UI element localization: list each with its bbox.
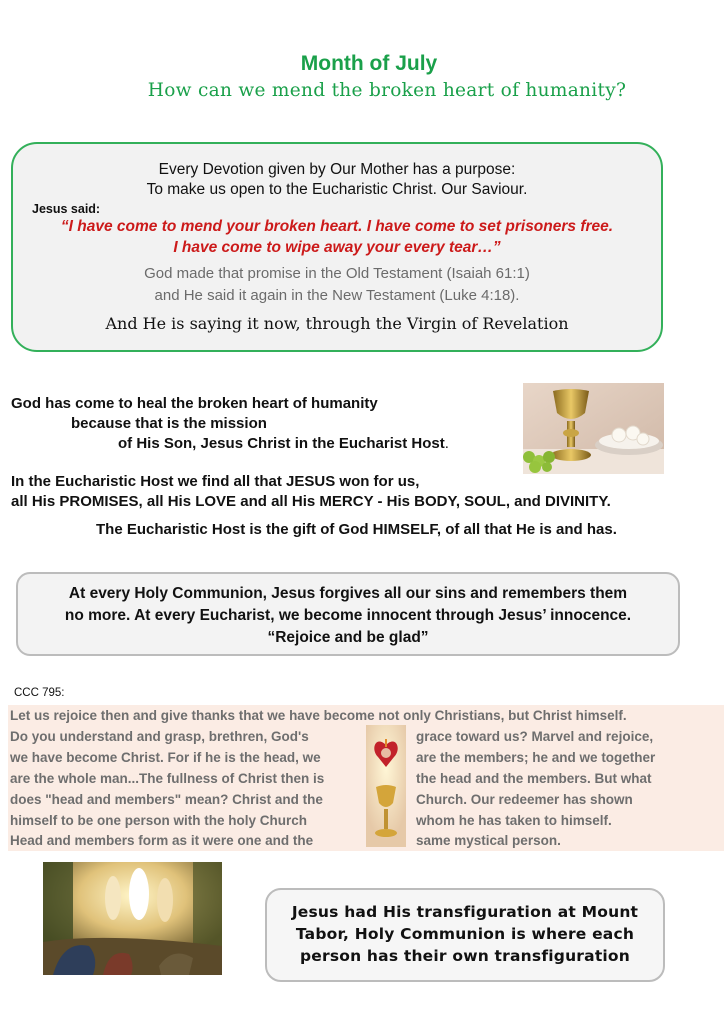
jesus-quote-1: “I have come to mend your broken heart. I have come to set prisoners free.: [60, 218, 614, 235]
devotion-box: [11, 142, 663, 352]
ccc-right-line-4: Church. Our redeemer has shown: [416, 792, 633, 807]
chalice-host-illustration: [523, 383, 664, 474]
host-line-2: all His PROMISES, all His LOVE and all His MERCY - His BODY, SOUL, and DIVINITY.: [11, 493, 611, 510]
page-title: Month of July: [300, 52, 438, 75]
sacred-heart-illustration: [366, 725, 406, 847]
transfiguration-line-3: person has their own transfiguration: [299, 947, 631, 965]
ccc-left-line-4: does "head and members" mean? Christ and the: [10, 792, 323, 807]
ccc-left-line-5: himself to be one person with the holy Church: [10, 813, 308, 828]
heal-line-3-text: of His Son, Jesus Christ in the Eucharist Host: [118, 435, 445, 452]
transfiguration-line-2: Tabor, Holy Communion is where each: [295, 925, 635, 943]
ccc-right-line-1: grace toward us? Marvel and rejoice,: [416, 729, 654, 744]
communion-line-3: “Rejoice and be glad”: [267, 629, 429, 646]
heal-line-2: because that is the mission: [71, 415, 267, 432]
ccc-right-line-6: same mystical person.: [416, 833, 561, 848]
promise-line-1: God made that promise in the Old Testament (Isaiah 61:1): [144, 265, 530, 282]
jesus-said-label: Jesus said:: [32, 202, 101, 216]
transfiguration-illustration: [43, 862, 222, 975]
transfiguration-box: [265, 888, 665, 982]
ccc-right-line-3: the head and the members. But what: [416, 771, 652, 786]
communion-line-2: no more. At every Eucharist, we become innocent through Jesus’ innocence.: [64, 607, 632, 624]
saying-now-line: And He is saying it now, through the Virgin of Revelation: [105, 314, 569, 333]
heal-line-3: [118, 435, 449, 452]
transfiguration-image: [43, 862, 222, 975]
ccc-left-line-6: Head and members form as it were one and the: [10, 833, 314, 848]
ccc-right-line-2: are the members; he and we together: [416, 750, 656, 765]
ccc-left-line-2: we have become Christ. For if he is the head, we: [10, 750, 321, 765]
heal-line-3-period: .: [444, 435, 449, 452]
ccc-right-line-5: whom he has taken to himself.: [416, 813, 612, 828]
host-line-1: In the Eucharistic Host we find all that JESUS won for us,: [11, 473, 420, 490]
ccc-left-line-3: are the whole man...The fullness of Christ then is: [10, 771, 325, 786]
transfiguration-line-1: Jesus had His transfiguration at Mount: [291, 903, 639, 921]
ccc-left-line-1: Do you understand and grasp, brethren, God's: [10, 729, 309, 744]
promise-line-2: and He said it again in the New Testament (Luke 4:18).: [154, 287, 520, 304]
jesus-quote-2: I have come to wipe away your every tear…”: [173, 239, 501, 256]
devotion-line-1: Every Devotion given by Our Mother has a purpose:: [158, 161, 516, 178]
chalice-host-image: [523, 383, 664, 474]
sacred-heart-chalice-image: [366, 725, 406, 847]
heal-line-1: God has come to heal the broken heart of humanity: [11, 395, 378, 412]
ccc-top-line: Let us rejoice then and give thanks that we have become not only Christians, but Christ himself.: [10, 708, 627, 723]
communion-box: [16, 572, 680, 656]
devotion-line-2: To make us open to the Eucharistic Christ. Our Saviour.: [146, 181, 528, 198]
communion-line-1: At every Holy Communion, Jesus forgives all our sins and remembers them: [68, 585, 628, 602]
ccc-reference-label: CCC 795:: [14, 687, 65, 699]
host-line-3: The Eucharistic Host is the gift of God HIMSELF, of all that He is and has.: [96, 521, 617, 538]
page-subtitle: How can we mend the broken heart of humanity?: [147, 80, 627, 101]
